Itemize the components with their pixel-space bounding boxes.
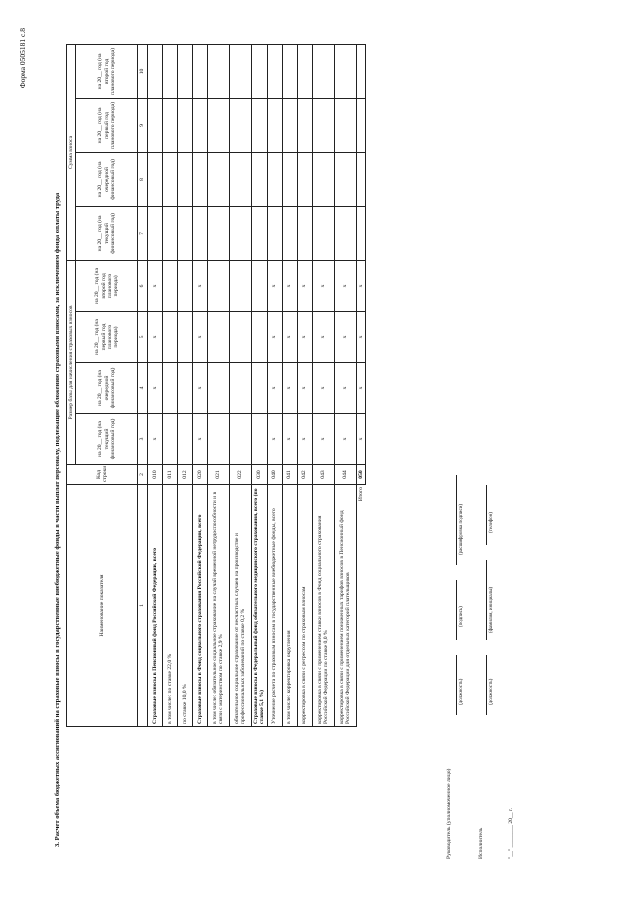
col-number: 8 <box>138 152 147 206</box>
date-line[interactable]: "__" ________ 20__ г. <box>508 808 514 859</box>
base-cell: x <box>334 312 356 363</box>
sum-cell[interactable] <box>334 152 356 206</box>
head-signature-caption: (подпись) <box>459 606 464 627</box>
row-code: 040 <box>267 465 282 485</box>
base-cell: x <box>192 260 207 311</box>
col-number: 4 <box>138 363 147 414</box>
sum-cell[interactable] <box>207 206 229 260</box>
sum-cell[interactable] <box>207 98 229 152</box>
sum-cell[interactable] <box>177 152 192 206</box>
header-base-plan2: на 20__ год (на второй год планового периода) <box>76 260 138 311</box>
row-name: корректировка в связи с применением ставки взносов в Фонд социального страхования Российской Федерации по ставке 0,0 % <box>312 485 334 727</box>
base-cell: x <box>312 414 334 465</box>
base-cell[interactable] <box>251 312 267 363</box>
base-cell: x <box>282 260 297 311</box>
sum-cell[interactable] <box>177 98 192 152</box>
sum-cell[interactable] <box>251 44 267 98</box>
sum-cell[interactable] <box>162 98 177 152</box>
row-name: корректировка в связи с регрессом по страховым взносам <box>297 485 312 727</box>
sum-cell[interactable] <box>229 152 251 206</box>
base-cell[interactable] <box>177 312 192 363</box>
performer-name-line[interactable] <box>486 560 487 640</box>
base-cell: x <box>267 260 282 311</box>
head-position-caption: (должность) <box>459 678 464 705</box>
base-cell[interactable] <box>251 260 267 311</box>
base-cell[interactable] <box>162 312 177 363</box>
sum-cell[interactable] <box>177 44 192 98</box>
sum-cell[interactable] <box>282 206 297 260</box>
base-cell[interactable] <box>207 414 229 465</box>
sum-cell[interactable] <box>162 152 177 206</box>
head-position-line[interactable] <box>456 655 457 715</box>
sum-cell[interactable] <box>177 206 192 260</box>
base-cell: x <box>192 363 207 414</box>
base-cell: x <box>267 363 282 414</box>
sum-cell[interactable] <box>282 98 297 152</box>
row-code: 022 <box>229 465 251 485</box>
table-row <box>229 44 251 726</box>
section-title: 3. Расчет объема бюджетных ассигнований на страховые взносы в государственные внебюджетные фонды в части выплат персоналу, подлежащие обложению страховыми взносами, за исключением фонда оплаты труда <box>54 192 61 847</box>
base-cell[interactable] <box>229 312 251 363</box>
row-name: в том числе: по ставке 22,0 % <box>162 485 177 727</box>
total-sum-cell[interactable] <box>356 152 365 206</box>
col-number: 2 <box>138 465 147 485</box>
base-cell[interactable] <box>251 414 267 465</box>
performer-position-caption: (должность) <box>489 678 494 705</box>
sum-cell[interactable] <box>312 206 334 260</box>
table-row <box>207 44 229 726</box>
sum-cell[interactable] <box>147 98 162 152</box>
sum-cell[interactable] <box>297 206 312 260</box>
base-cell: x <box>297 414 312 465</box>
base-cell[interactable] <box>229 414 251 465</box>
col-number: 5 <box>138 312 147 363</box>
sum-cell[interactable] <box>229 206 251 260</box>
row-name: Страховые взносы в Пенсионный фонд Российской Федерации, всего <box>147 485 162 727</box>
row-code: 030 <box>251 465 267 485</box>
header-sum-plan1: на 20__ год (на первый год планового периода) <box>76 98 138 152</box>
sum-cell[interactable] <box>192 152 207 206</box>
table-row <box>312 44 334 726</box>
table-row <box>282 44 297 726</box>
sum-cell[interactable] <box>297 44 312 98</box>
base-cell[interactable] <box>177 414 192 465</box>
sum-cell[interactable] <box>312 152 334 206</box>
header-base-group: Размер базы для начисления страховых взносов <box>67 260 76 464</box>
base-cell[interactable] <box>229 363 251 414</box>
sum-cell[interactable] <box>162 206 177 260</box>
col-number: 9 <box>138 98 147 152</box>
base-cell: x <box>334 363 356 414</box>
sum-cell[interactable] <box>334 206 356 260</box>
table-row <box>251 44 267 726</box>
header-sum-current: на 20__ год (на текущий финансовый год) <box>76 206 138 260</box>
sum-cell[interactable] <box>162 44 177 98</box>
total-code: 050 <box>356 465 365 485</box>
table-row <box>297 44 312 726</box>
base-cell[interactable] <box>251 363 267 414</box>
head-label: Руководитель (уполномоченное лицо) <box>446 768 452 859</box>
row-name: Страховые взносы в Фонд социального страхования Российской Федерации, всего <box>192 485 207 727</box>
sum-cell[interactable] <box>192 44 207 98</box>
sum-cell[interactable] <box>229 98 251 152</box>
head-name-caption: (расшифровка подписи) <box>459 503 464 555</box>
col-number: 7 <box>138 206 147 260</box>
header-sum-group: Сумма взноса <box>67 44 76 260</box>
row-name: Страховые взносы в Федеральный фонд обязательного медицинского страхования, всего (по ставке 5,1 %) <box>251 485 267 727</box>
row-name: в том числе: обязательное социальное страхование на случай временной нетрудоспособности и в связи с материнством по ставке 2,9 % <box>207 485 229 727</box>
sum-cell[interactable] <box>334 98 356 152</box>
base-cell: x <box>147 312 162 363</box>
table-row <box>334 44 356 726</box>
base-cell: x <box>282 312 297 363</box>
base-cell[interactable] <box>207 363 229 414</box>
sum-cell[interactable] <box>334 44 356 98</box>
head-name-line[interactable] <box>456 475 457 565</box>
performer-label: Исполнитель <box>478 827 484 859</box>
base-cell[interactable] <box>207 312 229 363</box>
sum-cell[interactable] <box>267 206 282 260</box>
sum-cell[interactable] <box>192 98 207 152</box>
sum-cell[interactable] <box>297 152 312 206</box>
header-name: Наименование показателя <box>67 485 138 727</box>
sum-cell[interactable] <box>147 206 162 260</box>
performer-position-line[interactable] <box>486 655 487 715</box>
table-row <box>267 44 282 726</box>
sum-cell[interactable] <box>251 98 267 152</box>
base-cell[interactable] <box>162 363 177 414</box>
row-name: корректировка в связи с применением пониженных тарифов взносов в Пенсионный фонд Российской Федерации для отдельных категорий плательщиков <box>334 485 356 727</box>
header-sum-plan2: на 20__ год (на второй год планового периода) <box>76 44 138 98</box>
row-name: Уточнение расчета по страховым взносам в государственные внебюджетные фонды, всего <box>267 485 282 727</box>
sum-cell[interactable] <box>251 152 267 206</box>
base-cell[interactable] <box>207 260 229 311</box>
calculation-table <box>66 44 366 727</box>
table-row <box>177 44 192 726</box>
base-cell[interactable] <box>229 260 251 311</box>
header-code: Код строки <box>67 465 138 485</box>
base-cell: x <box>312 363 334 414</box>
base-cell: x <box>297 312 312 363</box>
col-number: 1 <box>138 485 147 727</box>
total-sum-cell[interactable] <box>356 44 365 98</box>
sum-cell[interactable] <box>207 44 229 98</box>
total-base-cell: x <box>356 260 365 311</box>
header-sum-next: на 20__ год (на очередной финансовый год) <box>76 152 138 206</box>
performer-phone-line[interactable] <box>486 485 487 545</box>
header-base-plan1: на 20__ год (на первый год планового периода) <box>76 312 138 363</box>
sum-cell[interactable] <box>192 206 207 260</box>
form-number: Форма 0505181 с.8 <box>18 28 27 89</box>
base-cell[interactable] <box>177 260 192 311</box>
sum-cell[interactable] <box>251 206 267 260</box>
col-number: 6 <box>138 260 147 311</box>
row-code: 044 <box>334 465 356 485</box>
row-name: в том числе: корректировка округления <box>282 485 297 727</box>
total-label: Итого <box>357 487 364 502</box>
row-code: 012 <box>177 465 192 485</box>
row-code: 042 <box>297 465 312 485</box>
head-signature-line[interactable] <box>456 580 457 640</box>
sum-cell[interactable] <box>282 152 297 206</box>
base-cell: x <box>282 414 297 465</box>
sum-cell[interactable] <box>312 98 334 152</box>
sum-cell[interactable] <box>282 44 297 98</box>
sum-cell[interactable] <box>312 44 334 98</box>
total-sum-cell[interactable] <box>356 206 365 260</box>
row-code: 020 <box>192 465 207 485</box>
base-cell: x <box>297 260 312 311</box>
row-name: обязательное социальное страхование от несчастных случаев на производстве и профессиональных заболеваний по ставке 0,2 % <box>229 485 251 727</box>
base-cell: x <box>282 363 297 414</box>
row-code: 010 <box>147 465 162 485</box>
sum-cell[interactable] <box>297 98 312 152</box>
sum-cell[interactable] <box>229 44 251 98</box>
table-row <box>162 44 177 726</box>
base-cell: x <box>334 260 356 311</box>
header-base-next: на 20__ год (на очередной финансовый год) <box>76 363 138 414</box>
table-row <box>192 44 207 726</box>
row-name: по ставке 10,0 % <box>177 485 192 727</box>
sum-cell[interactable] <box>267 44 282 98</box>
row-code: 011 <box>162 465 177 485</box>
base-cell: x <box>312 260 334 311</box>
base-cell: x <box>267 414 282 465</box>
table-row <box>147 44 162 726</box>
base-cell[interactable] <box>162 260 177 311</box>
base-cell: x <box>147 363 162 414</box>
base-cell: x <box>147 260 162 311</box>
base-cell: x <box>192 414 207 465</box>
sum-cell[interactable] <box>267 98 282 152</box>
base-cell: x <box>297 363 312 414</box>
total-sum-cell[interactable] <box>356 98 365 152</box>
header-base-current: на 20__ год (на текущий финансовый год) <box>76 414 138 465</box>
base-cell: x <box>267 312 282 363</box>
sum-cell[interactable] <box>207 152 229 206</box>
sum-cell[interactable] <box>267 152 282 206</box>
base-cell: x <box>147 414 162 465</box>
performer-phone-caption: (телефон) <box>489 512 494 533</box>
performer-name-caption: (фамилия, инициалы) <box>489 586 494 633</box>
base-cell: x <box>334 414 356 465</box>
row-code: 041 <box>282 465 297 485</box>
col-number: 10 <box>138 44 147 98</box>
base-cell[interactable] <box>162 414 177 465</box>
sum-cell[interactable] <box>147 44 162 98</box>
total-base-cell: x <box>356 414 365 465</box>
total-base-cell: x <box>356 363 365 414</box>
base-cell: x <box>312 312 334 363</box>
base-cell[interactable] <box>177 363 192 414</box>
col-number: 3 <box>138 414 147 465</box>
sum-cell[interactable] <box>147 152 162 206</box>
row-code: 021 <box>207 465 229 485</box>
total-base-cell: x <box>356 312 365 363</box>
row-code: 043 <box>312 465 334 485</box>
base-cell: x <box>192 312 207 363</box>
